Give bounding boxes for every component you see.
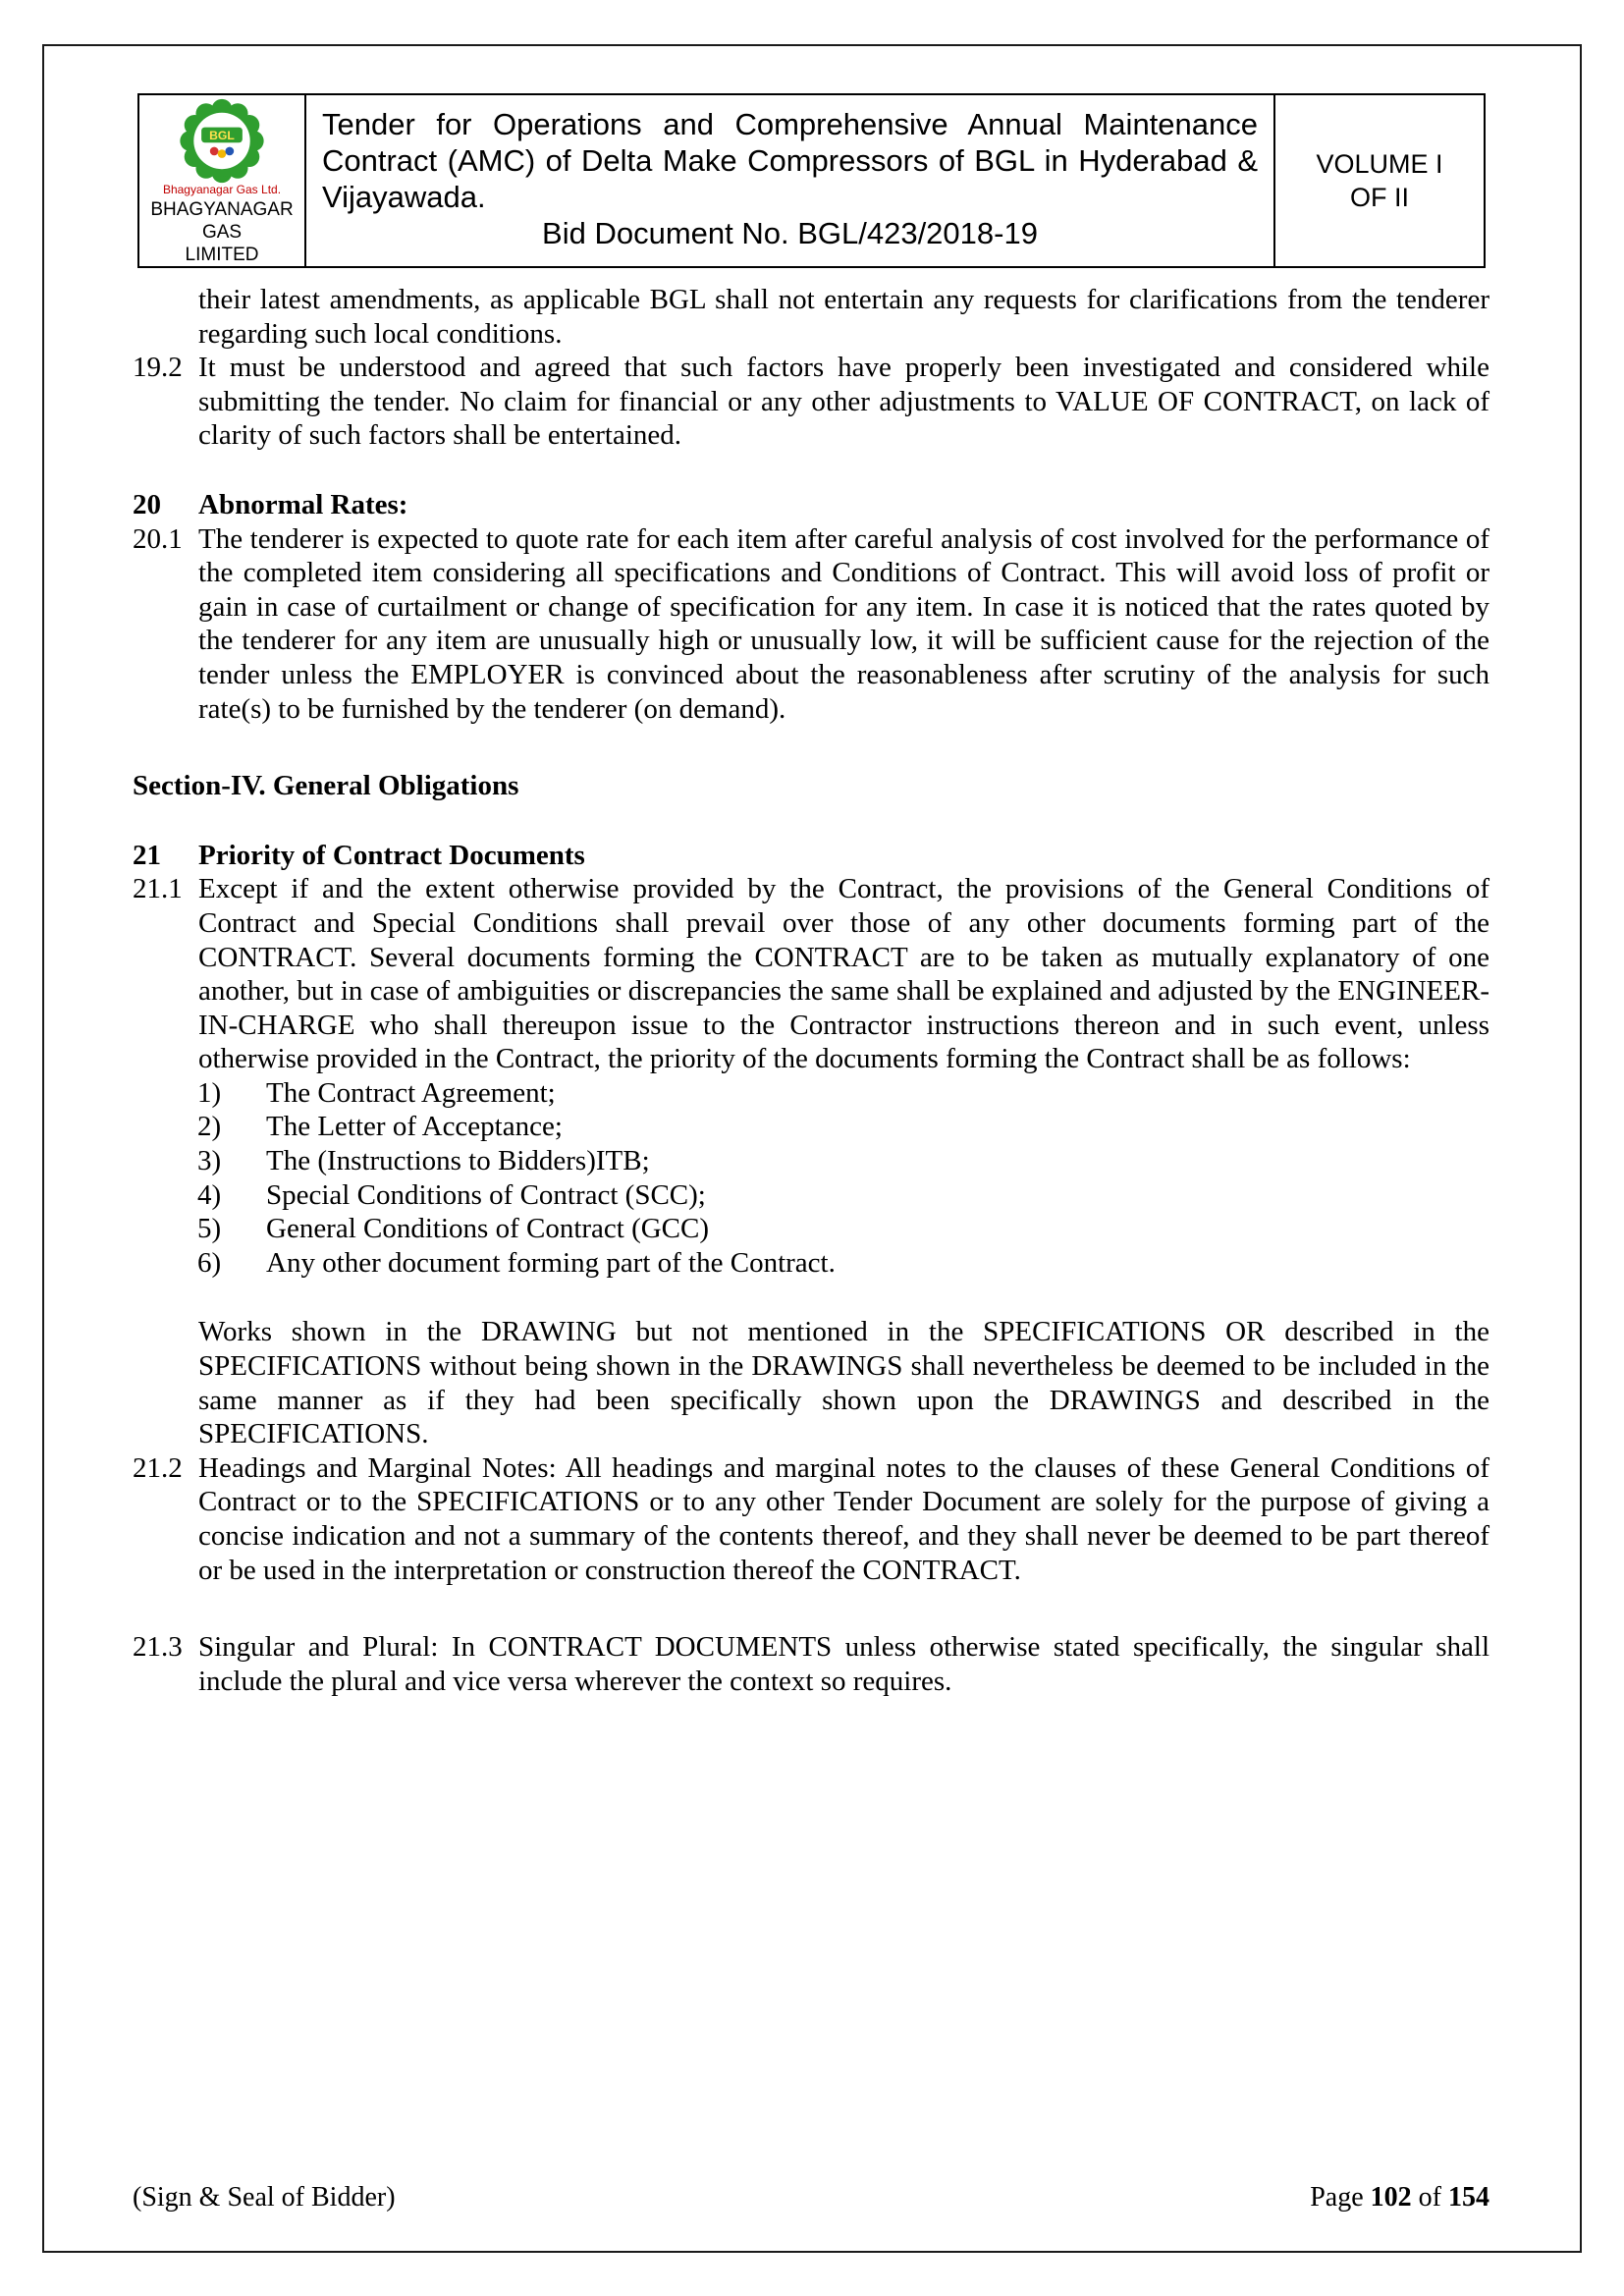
list-item-text: The (Instructions to Bidders)ITB; <box>266 1145 650 1177</box>
clause-20-1-text: The tenderer is expected to quote rate for each item after careful analysis of cost involved for the performance of the completed item considering all specifications and Conditions of Contract. This will avoid loss of profit or gain in case of curtailment or change of specification for any item. In case it is noticed that the rates quoted by the tenderer for any item are unusually high or unusually low, it will be sufficient cause for the rejection of the tender unless the EMPLOYER is convinced about the reasonableness after scrutiny of the analysis for such rate(s) to be furnished by the tenderer (on demand). <box>198 522 1489 725</box>
list-item-number: 3) <box>197 1145 222 1177</box>
list-item <box>197 1178 1489 1213</box>
works-paragraph-text: Works shown in the DRAWING but not mentioned in the SPECIFICATIONS OR described in the SPECIFICATIONS without being shown in the DRAWINGS shall nevertheless be deemed to be included in the same manner as if they had been specifically shown upon the DRAWINGS and described in the SPECIFICATIONS. <box>198 1316 1489 1450</box>
bid-document-number: Bid Document No. BGL/423/2018-19 <box>542 216 1038 250</box>
heading-20 <box>133 488 1489 522</box>
clause-20-1-number: 20.1 <box>133 522 183 555</box>
list-item-number: 1) <box>197 1076 222 1109</box>
list-item <box>197 1144 1489 1178</box>
clause-19-2-text: It must be understood and agreed that such factors have properly been investigated and considered while submitting the tender. No claim for financial or any other adjustments to VALUE OF CONTRACT, on lack of clarity of such factors shall be entertained. <box>198 352 1489 452</box>
org-name <box>139 198 304 266</box>
header-volume-cell <box>1275 95 1484 266</box>
works-paragraph <box>133 1315 1489 1450</box>
clause-21-1-text: Except if and the extent otherwise provided by the Contract, the provisions of the General Conditions of Contract and Special Conditions shall prevail over those of any other documents forming part of the CONTRACT. Several documents forming the CONTRACT are to be taken as mutually explanatory of one another, but in case of ambiguities or discrepancies the same shall be explained and adjusted by the ENGINEER-IN-CHARGE who shall thereupon issue to the Contractor instructions thereon and in such event, unless otherwise provided in the Contract, the priority of the documents forming the Contract shall be as follows: <box>198 873 1489 1075</box>
clause-21-2-text: Headings and Marginal Notes: All headings and marginal notes to the clauses of these General Conditions of Contract or to the SPECIFICATIONS or to any other Tender Document are solely for the purpose of giving a concise indication and not a summary of the contents thereof, and they shall never be deemed to be part thereof or be used in the interpretation or construction thereof the CONTRACT. <box>198 1451 1489 1586</box>
org-name-line1: BHAGYANAGAR GAS <box>150 199 294 243</box>
header-table <box>137 93 1486 268</box>
clause-number-empty <box>133 283 198 351</box>
header-logo-cell <box>139 95 306 266</box>
clause-19-2 <box>133 351 1489 453</box>
page-indicator <box>1310 2182 1489 2214</box>
clause-21-3 <box>133 1630 1489 1698</box>
section-iv-heading: Section-IV. General Obligations <box>133 770 519 802</box>
clause-21-2 <box>133 1451 1489 1587</box>
heading-21-number: 21 <box>133 839 161 871</box>
header-title-cell <box>306 95 1275 266</box>
continuation-text: their latest amendments, as applicable BGL shall not entertain any requests for clarifications from the tenderer regarding such local conditions. <box>198 284 1489 350</box>
list-item-number: 6) <box>197 1246 222 1279</box>
continuation-paragraph <box>133 283 1489 351</box>
of-label: of <box>1418 2182 1441 2213</box>
clause-20-1 <box>133 522 1489 727</box>
clause-21-3-text: Singular and Plural: In CONTRACT DOCUMENTS unless otherwise stated specifically, the singular shall include the plural and vice versa wherever the context so requires. <box>198 1631 1489 1697</box>
document-body <box>133 283 1489 1698</box>
heading-20-number: 20 <box>133 488 161 520</box>
org-name-line2: LIMITED <box>185 245 259 265</box>
sign-seal-label: (Sign & Seal of Bidder) <box>133 2182 396 2213</box>
list-item-text: General Conditions of Contract (GCC) <box>266 1213 710 1245</box>
clause-21-1 <box>133 872 1489 1076</box>
page-footer <box>133 2182 1489 2214</box>
list-item-text: The Letter of Acceptance; <box>266 1111 563 1143</box>
heading-21-title: Priority of Contract Documents <box>198 839 585 871</box>
clause-21-1-number: 21.1 <box>133 873 183 905</box>
logo-acronym: BGL <box>209 129 235 143</box>
page-label: Page <box>1310 2182 1364 2213</box>
list-item-number: 4) <box>197 1178 222 1211</box>
list-item <box>197 1246 1489 1281</box>
clause-21-3-number: 21.3 <box>133 1631 183 1664</box>
list-item <box>197 1212 1489 1246</box>
list-item-number: 2) <box>197 1111 222 1143</box>
list-item <box>197 1110 1489 1144</box>
priority-list <box>197 1076 1489 1281</box>
volume-line2: OF II <box>1350 183 1409 212</box>
clause-19-2-number: 19.2 <box>133 352 183 384</box>
clause-21-2-number: 21.2 <box>133 1451 183 1484</box>
heading-21 <box>133 839 1489 873</box>
list-item <box>197 1076 1489 1111</box>
list-item-text: The Contract Agreement; <box>266 1076 556 1109</box>
tender-title: Tender for Operations and Comprehensive Annual Maintenance Contract (AMC) of Delta Make Compressors of BGL in Hyderabad & Vijayawada. <box>322 107 1258 214</box>
heading-20-title: Abnormal Rates: <box>198 488 408 520</box>
bgl-logo-icon <box>178 98 266 184</box>
total-pages: 154 <box>1448 2182 1489 2213</box>
list-item-text: Special Conditions of Contract (SCC); <box>266 1178 706 1211</box>
page-number: 102 <box>1370 2182 1412 2213</box>
clause-number-empty <box>133 1315 198 1450</box>
volume-line1: VOLUME I <box>1316 149 1443 179</box>
logo-subtext: Bhagyanagar Gas Ltd. <box>162 183 282 196</box>
list-item-text: Any other document forming part of the Contract. <box>266 1246 836 1279</box>
list-item-number: 5) <box>197 1213 222 1245</box>
